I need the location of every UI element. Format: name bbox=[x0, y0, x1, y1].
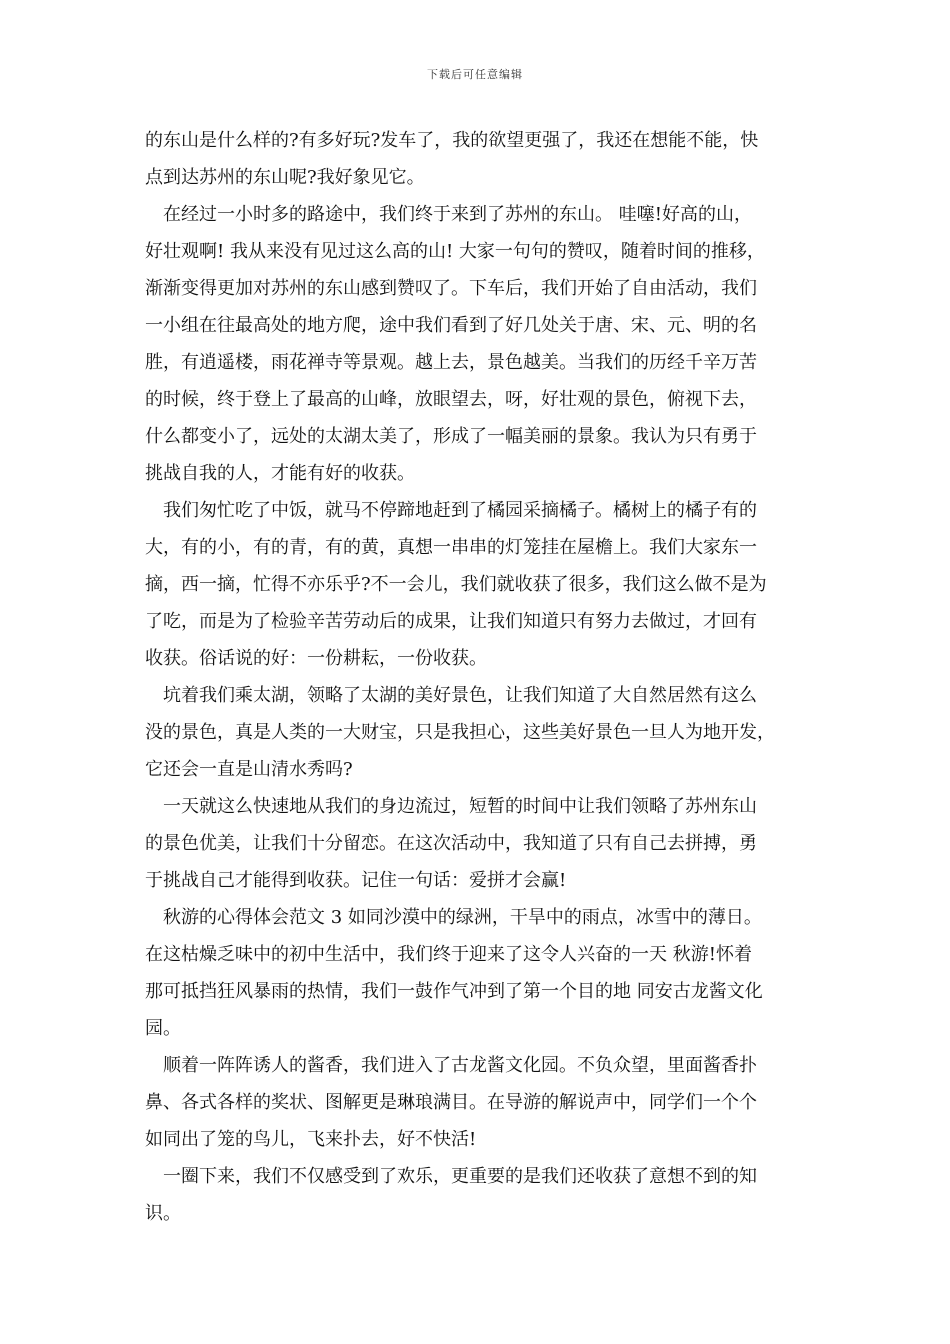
text-line: 的景色优美，让我们十分留恋。在这次活动中，我知道了只有自己去拼搏，勇 bbox=[145, 833, 757, 854]
text-line: 了吃，而是为了检验辛苦劳动后的成果，让我们知道只有努力去做过，才回有 bbox=[145, 611, 757, 632]
text-line: 坑着我们乘太湖，领略了太湖的美好景色，让我们知道了大自然居然有这么 bbox=[145, 685, 757, 706]
text-line: 一天就这么快速地从我们的身边流过，短暂的时间中让我们领略了苏州东山 bbox=[145, 796, 757, 817]
text-line: 如同出了笼的鸟儿，飞来扑去，好不快活! bbox=[145, 1129, 477, 1150]
document-body bbox=[145, 122, 810, 1232]
text-line: 秋游的心得体会范文 3 如同沙漠中的绿洲，干旱中的雨点，冰雪中的薄日。 bbox=[145, 907, 762, 928]
text-line: 顺着一阵阵诱人的酱香，我们进入了古龙酱文化园。不负众望，里面酱香扑 bbox=[145, 1055, 757, 1076]
text-line: 收获。俗话说的好：一份耕耘，一份收获。 bbox=[145, 648, 487, 669]
page-header: 下载后可任意编辑 bbox=[427, 68, 523, 81]
text-line: 鼻、各式各样的奖状、图解更是琳琅满目。在导游的解说声中，同学们一个个 bbox=[145, 1092, 757, 1113]
text-line: 园。 bbox=[145, 1018, 181, 1039]
text-line: 点到达苏州的东山呢?我好象见它。 bbox=[145, 167, 425, 188]
text-line: 的时候，终于登上了最高的山峰，放眼望去，呀，好壮观的景色，俯视下去， bbox=[145, 389, 757, 410]
text-line: 挑战自我的人，才能有好的收获。 bbox=[145, 463, 415, 484]
text-line: 大，有的小，有的青，有的黄，真想一串串的灯笼挂在屋檐上。我们大家东一 bbox=[145, 537, 757, 558]
text-line: 识。 bbox=[145, 1203, 181, 1224]
text-line: 在经过一小时多的路途中，我们终于来到了苏州的东山。 哇噻!好高的山， bbox=[145, 204, 752, 225]
text-line: 渐渐变得更加对苏州的东山感到赞叹了。下车后，我们开始了自由活动，我们 bbox=[145, 278, 757, 299]
text-line: 胜，有逍遥楼，雨花禅寺等景观。越上去，景色越美。当我们的历经千辛万苦 bbox=[145, 352, 757, 373]
text-line: 一圈下来，我们不仅感受到了欢乐，更重要的是我们还收获了意想不到的知 bbox=[145, 1166, 757, 1187]
text-line: 没的景色，真是人类的一大财宝，只是我担心，这些美好景色一旦人为地开发， bbox=[145, 722, 775, 743]
text-line: 在这枯燥乏味中的初中生活中，我们终于迎来了这令人兴奋的一天 秋游!怀着 bbox=[145, 944, 752, 965]
text-line: 于挑战自己才能得到收获。记住一句话：爱拼才会赢! bbox=[145, 870, 567, 891]
text-line: 一小组在往最高处的地方爬，途中我们看到了好几处关于唐、宋、元、明的名 bbox=[145, 315, 757, 336]
text-line: 摘，西一摘，忙得不亦乐乎?不一会儿，我们就收获了很多，我们这么做不是为 bbox=[145, 574, 767, 595]
text-line: 什么都变小了，远处的太湖太美了，形成了一幅美丽的景象。我认为只有勇于 bbox=[145, 426, 757, 447]
text-line: 它还会一直是山清水秀吗? bbox=[145, 759, 353, 780]
text-line: 的东山是什么样的?有多好玩?发车了，我的欲望更强了，我还在想能不能，快 bbox=[145, 130, 759, 151]
text-line: 我们匆忙吃了中饭，就马不停蹄地赶到了橘园采摘橘子。橘树上的橘子有的 bbox=[145, 500, 757, 521]
text-line: 好壮观啊! 我从来没有见过这么高的山! 大家一句句的赞叹，随着时间的推移， bbox=[145, 241, 765, 262]
text-line: 那可抵挡狂风暴雨的热情，我们一鼓作气冲到了第一个目的地 同安古龙酱文化 bbox=[145, 981, 763, 1002]
